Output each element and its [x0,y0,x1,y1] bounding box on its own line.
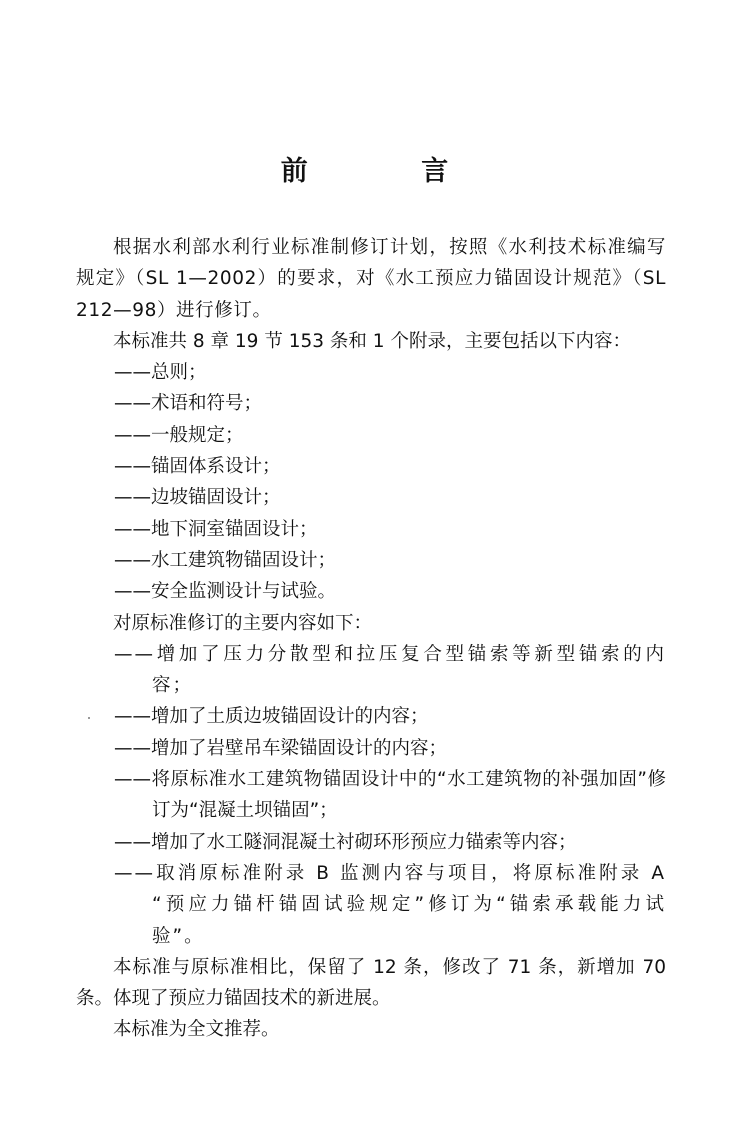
list-item: ——术语和符号； [114,393,263,415]
list-item: ——地下洞室锚固设计； [114,518,318,540]
list-item: ——一般规定； [114,424,244,446]
list-item: ——总则； [114,362,207,384]
page-title: 前 言 [280,156,501,187]
intro-paragraph: 根据水利部水利行业标准制修订计划，按照《水利技术标准编写规定》（SL 1—2002）的要求，对《水工预应力锚固设计规范》（SL 212—98）进行修订。 [76,237,666,321]
recommendation-paragraph: 本标准为全文推荐。 [113,1019,280,1041]
list-item: ——边坡锚固设计； [114,487,281,509]
preface-body [76,232,666,1046]
list-item: ——安全监测设计与试验。 [114,581,337,603]
list-item: ——将原标准水工建筑物锚固设计中的“水工建筑物的补强加固”修订为“混凝土坝锚固”； [114,769,666,822]
list-item: ——水工建筑物锚固设计； [114,549,337,571]
list-item: ——增加了土质边坡锚固设计的内容； [114,706,429,728]
comparison-paragraph: 本标准与原标准相比，保留了 12 条，修改了 71 条，新增加 70 条。体现了预应力锚固技术的新进展。 [76,956,666,1010]
revision-heading: 对原标准修订的主要内容如下： [113,612,373,634]
list-item: ——取消原标准附录 B 监测内容与项目，将原标准附录 A “预应力锚杆锚固试验规定”修订为“锚索承载能力试验”。 [114,862,666,947]
list-item: ——增加了岩壁吊车梁锚固设计的内容； [114,737,448,759]
revision-list [76,639,666,952]
structure-paragraph: 本标准共 8 章 19 节 153 条和 1 个附录，主要包括以下内容： [113,330,631,352]
scan-speck [88,717,90,719]
list-item: ——锚固体系设计； [114,456,281,478]
contents-list [76,357,666,607]
list-item: ——增加了压力分散型和拉压复合型锚索等新型锚索的内容； [114,643,666,697]
list-item: ——增加了水工隧洞混凝土衬砌环形预应力锚索等内容； [114,831,577,853]
